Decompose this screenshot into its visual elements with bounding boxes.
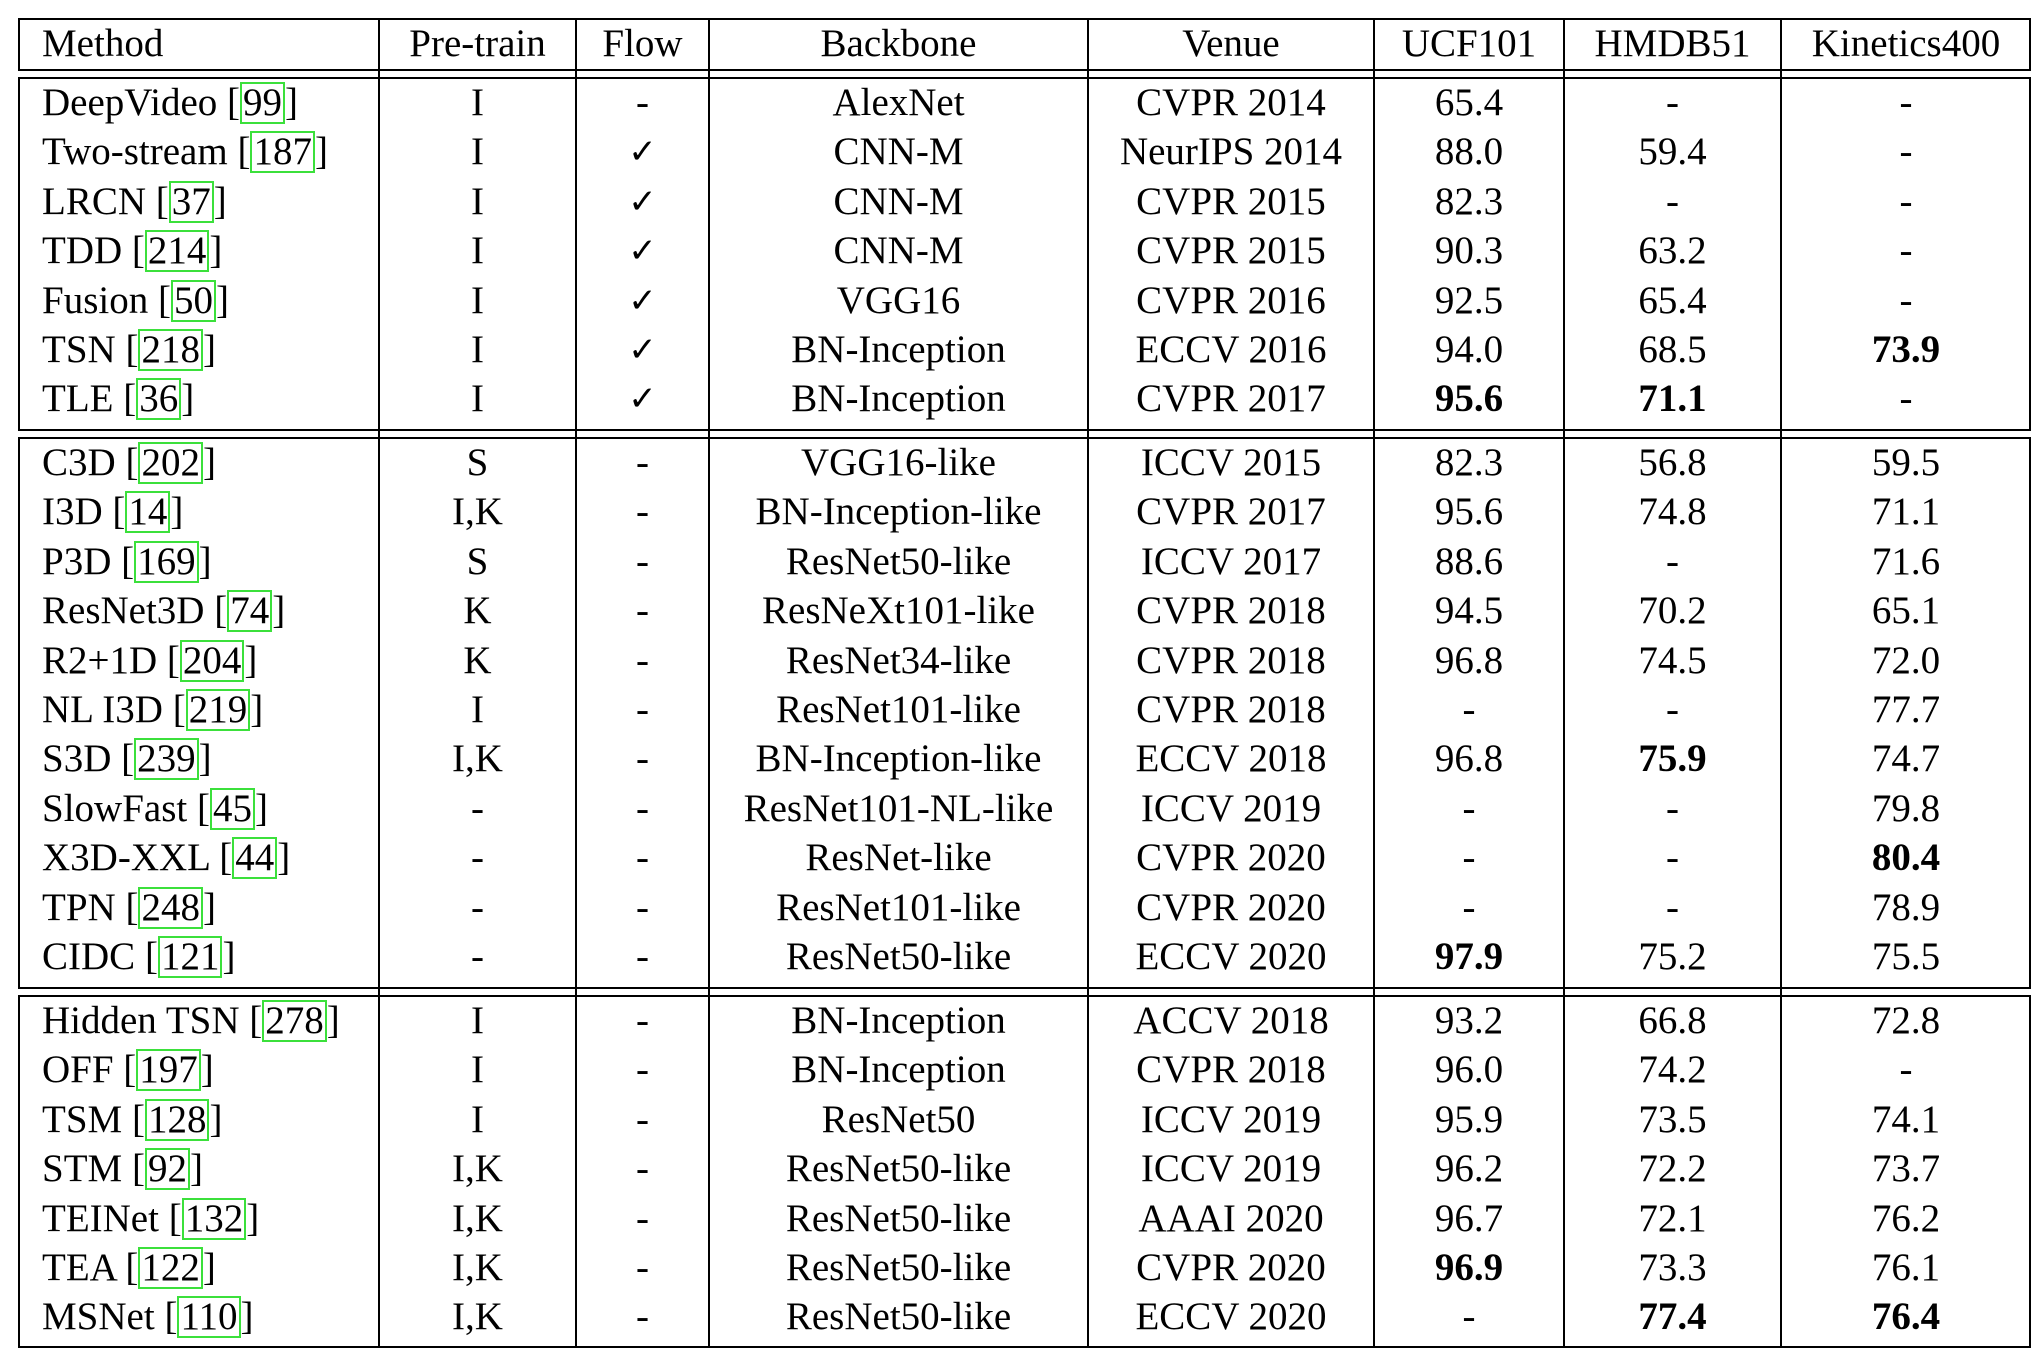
- kinetics400-cell: 76.2: [1871, 1196, 1941, 1240]
- header-flow: Flow: [602, 22, 683, 65]
- backbone-cell: ResNet50-like: [785, 1196, 1012, 1240]
- header-backbone: Backbone: [820, 22, 977, 65]
- ucf101-cell: 92.5: [1434, 278, 1504, 322]
- table-row: [18, 276, 2031, 326]
- kinetics400-cell: 73.7: [1871, 1147, 1941, 1191]
- kinetics400-cell: -: [1899, 81, 1913, 124]
- kinetics400-cell: -: [1899, 278, 1913, 322]
- backbone-cell: VGG16-like: [801, 441, 996, 484]
- citation-link[interactable]: 214: [145, 230, 210, 272]
- hmdb51-cell: 72.1: [1638, 1196, 1707, 1240]
- method-name: P3D: [42, 539, 112, 583]
- flow-cell: -: [636, 589, 649, 633]
- citation-link[interactable]: 110: [177, 1296, 240, 1338]
- citation-link[interactable]: 122: [138, 1247, 203, 1289]
- method-cell: ResNet3D [74]: [42, 589, 286, 633]
- hmdb51-cell: -: [1666, 688, 1679, 731]
- kinetics400-cell: 80.4: [1871, 836, 1941, 880]
- pretrain-cell: I: [471, 328, 484, 371]
- pretrain-cell: I: [471, 81, 484, 124]
- ucf101-cell: 82.3: [1434, 179, 1504, 223]
- citation-link[interactable]: 44: [232, 837, 277, 879]
- pretrain-cell: I: [471, 1048, 484, 1092]
- backbone-cell: ResNet50-like: [785, 539, 1012, 583]
- ucf101-cell: 95.6: [1434, 377, 1504, 421]
- citation-link[interactable]: 204: [180, 640, 245, 682]
- method-cell: TSN [218]: [42, 328, 216, 371]
- backbone-cell: VGG16: [836, 278, 961, 322]
- method-cell: OFF [197]: [42, 1048, 214, 1092]
- table-row: [18, 1144, 2031, 1194]
- venue-cell: CVPR 2017: [1136, 377, 1326, 421]
- venue-cell: ICCV 2019: [1140, 1097, 1322, 1141]
- ucf101-cell: 96.9: [1434, 1246, 1504, 1289]
- ucf101-cell: 95.9: [1434, 1097, 1504, 1141]
- flow-cell: -: [636, 836, 649, 880]
- backbone-cell: ResNet101-like: [776, 885, 1021, 929]
- pretrain-cell: S: [466, 539, 489, 583]
- hmdb51-cell: 73.5: [1638, 1097, 1707, 1141]
- flow-cell: -: [636, 539, 649, 583]
- hmdb51-cell: 59.4: [1638, 130, 1707, 174]
- hmdb51-cell: 75.9: [1638, 737, 1707, 781]
- backbone-cell: ResNet50-like: [785, 1246, 1012, 1289]
- citation-link[interactable]: 36: [136, 378, 181, 420]
- ucf101-cell: 96.0: [1434, 1048, 1504, 1092]
- method-cell: Hidden TSN [278]: [42, 999, 340, 1042]
- method-cell: NL I3D [219]: [42, 688, 264, 731]
- ucf101-cell: -: [1462, 836, 1476, 880]
- method-cell: TDD [214]: [42, 229, 223, 273]
- ucf101-cell: 93.2: [1434, 999, 1504, 1042]
- table-row: [18, 1243, 2031, 1293]
- hmdb51-cell: 65.4: [1638, 278, 1707, 322]
- venue-cell: ECCV 2016: [1135, 328, 1327, 371]
- ucf101-cell: 88.0: [1434, 130, 1504, 174]
- table-row: [18, 833, 2031, 883]
- hmdb51-cell: -: [1666, 179, 1679, 223]
- backbone-cell: BN-Inception-like: [755, 737, 1042, 781]
- method-cell: MSNet [110]: [42, 1295, 254, 1339]
- hmdb51-cell: 74.5: [1638, 638, 1707, 682]
- flow-cell: -: [636, 638, 649, 682]
- table-row: [18, 636, 2031, 686]
- method-name: R2+1D: [42, 638, 158, 682]
- method-name: X3D-XXL: [42, 836, 210, 880]
- kinetics400-cell: -: [1899, 179, 1913, 223]
- citation-link[interactable]: 239: [134, 738, 199, 780]
- flow-cell: -: [636, 1295, 649, 1339]
- pretrain-cell: -: [471, 935, 484, 978]
- kinetics400-cell: 59.5: [1871, 441, 1941, 484]
- hmdb51-cell: 75.2: [1638, 935, 1707, 978]
- venue-cell: CVPR 2018: [1136, 1048, 1326, 1092]
- venue-cell: ECCV 2018: [1135, 737, 1327, 781]
- citation-link[interactable]: 187: [250, 131, 315, 173]
- venue-cell: CVPR 2018: [1136, 589, 1326, 633]
- method-cell: S3D [239]: [42, 737, 212, 781]
- venue-cell: AAAI 2020: [1138, 1196, 1324, 1240]
- hmdb51-cell: 70.2: [1638, 589, 1707, 633]
- table-row: [18, 1095, 2031, 1145]
- header-ucf101: UCF101: [1401, 22, 1537, 65]
- pretrain-cell: I,K: [452, 1246, 503, 1289]
- table-row: [18, 784, 2031, 834]
- table-row: [18, 487, 2031, 537]
- kinetics400-cell: 76.4: [1871, 1295, 1941, 1339]
- flow-cell: -: [636, 490, 649, 534]
- header-method: Method: [42, 22, 164, 65]
- ucf101-cell: 94.0: [1434, 328, 1504, 371]
- table-row: [18, 537, 2031, 587]
- method-cell: C3D [202]: [42, 441, 216, 484]
- hmdb51-cell: -: [1666, 836, 1679, 880]
- table-row: [18, 996, 2031, 1046]
- method-name: Fusion: [42, 278, 149, 322]
- ucf101-cell: 94.5: [1434, 589, 1504, 633]
- venue-cell: ECCV 2020: [1135, 935, 1327, 978]
- flow-cell: -: [636, 441, 649, 484]
- pretrain-cell: I,K: [452, 737, 503, 781]
- flow-cell: ✓: [628, 181, 657, 222]
- method-name: TLE: [42, 377, 114, 421]
- pretrain-cell: -: [471, 836, 484, 880]
- pretrain-cell: I,K: [452, 1147, 503, 1191]
- citation-link[interactable]: 219: [186, 689, 251, 731]
- citation-link[interactable]: 99: [240, 82, 285, 124]
- pretrain-cell: K: [463, 589, 492, 633]
- kinetics400-cell: 72.8: [1871, 999, 1941, 1042]
- method-name: Two-stream: [42, 130, 228, 174]
- backbone-cell: BN-Inception: [791, 1048, 1006, 1092]
- pretrain-cell: I,K: [452, 490, 503, 534]
- table-row: [18, 438, 2031, 488]
- flow-cell: -: [636, 1048, 649, 1092]
- header-hmdb51: HMDB51: [1594, 22, 1751, 65]
- table-row: [18, 883, 2031, 933]
- hmdb51-cell: 66.8: [1638, 999, 1707, 1042]
- backbone-cell: BN-Inception: [791, 377, 1006, 421]
- header-pretrain: Pre-train: [409, 22, 546, 65]
- method-cell: TLE [36]: [42, 377, 195, 421]
- method-name: TEINet: [42, 1196, 159, 1240]
- ucf101-cell: 96.8: [1434, 737, 1504, 781]
- venue-cell: CVPR 2015: [1136, 229, 1326, 273]
- backbone-cell: AlexNet: [832, 81, 965, 124]
- ucf101-cell: 90.3: [1434, 229, 1504, 273]
- flow-cell: -: [636, 1147, 649, 1191]
- method-name: LRCN: [42, 179, 147, 223]
- backbone-cell: BN-Inception: [791, 328, 1006, 371]
- backbone-cell: BN-Inception-like: [755, 490, 1042, 534]
- table-row: [18, 374, 2031, 424]
- backbone-cell: ResNet-like: [805, 836, 992, 880]
- pretrain-cell: K: [463, 638, 492, 682]
- citation-link[interactable]: 74: [227, 590, 272, 632]
- flow-cell: ✓: [628, 231, 657, 272]
- method-cell: R2+1D [204]: [42, 638, 258, 682]
- table-row: [18, 685, 2031, 735]
- flow-cell: ✓: [628, 132, 657, 173]
- venue-cell: CVPR 2018: [1136, 688, 1326, 731]
- kinetics400-cell: -: [1899, 229, 1913, 273]
- venue-cell: ICCV 2019: [1140, 1147, 1322, 1191]
- table-row: [18, 1194, 2031, 1244]
- ucf101-cell: 96.2: [1434, 1147, 1504, 1191]
- backbone-cell: ResNet101-like: [776, 688, 1021, 731]
- hmdb51-cell: -: [1666, 539, 1679, 583]
- method-cell: X3D-XXL [44]: [42, 836, 291, 880]
- flow-cell: -: [636, 1097, 649, 1141]
- hmdb51-cell: -: [1666, 885, 1679, 929]
- method-name: TPN: [42, 885, 116, 929]
- kinetics400-cell: 74.7: [1871, 737, 1941, 781]
- method-name: SlowFast: [42, 786, 188, 830]
- venue-cell: CVPR 2016: [1136, 278, 1326, 322]
- backbone-cell: ResNet50-like: [785, 1295, 1012, 1339]
- flow-cell: ✓: [628, 330, 657, 370]
- method-name: S3D: [42, 737, 112, 781]
- method-cell: TSM [128]: [42, 1097, 223, 1141]
- method-name: MSNet: [42, 1295, 155, 1339]
- table-row: [18, 1292, 2031, 1342]
- method-name: CIDC: [42, 935, 136, 978]
- flow-cell: -: [636, 1246, 649, 1289]
- pretrain-cell: I: [471, 1097, 484, 1141]
- backbone-cell: ResNet50-like: [785, 935, 1012, 978]
- method-cell: DeepVideo [99]: [42, 81, 299, 124]
- kinetics400-cell: 78.9: [1871, 885, 1941, 929]
- method-cell: SlowFast [45]: [42, 786, 268, 830]
- ucf101-cell: 97.9: [1434, 935, 1504, 978]
- table-row: [18, 78, 2031, 128]
- venue-cell: CVPR 2017: [1136, 490, 1326, 534]
- kinetics400-cell: 77.7: [1871, 688, 1941, 731]
- table-row: [18, 586, 2031, 636]
- header-kinetics400: Kinetics400: [1811, 22, 2001, 65]
- backbone-cell: CNN-M: [833, 179, 964, 223]
- venue-cell: CVPR 2014: [1136, 81, 1326, 124]
- backbone-cell: CNN-M: [833, 229, 964, 273]
- ucf101-cell: 96.7: [1434, 1196, 1504, 1240]
- kinetics400-cell: 72.0: [1871, 638, 1941, 682]
- method-name: C3D: [42, 441, 116, 484]
- citation-link[interactable]: 278: [262, 1000, 327, 1042]
- method-name: TEA: [42, 1246, 116, 1289]
- backbone-cell: ResNet101-NL-like: [743, 786, 1054, 830]
- pretrain-cell: I: [471, 688, 484, 731]
- method-cell: CIDC [121]: [42, 935, 236, 978]
- flow-cell: -: [636, 786, 649, 830]
- backbone-cell: ResNeXt101-like: [762, 589, 1035, 633]
- flow-cell: -: [636, 885, 649, 929]
- citation-link[interactable]: 202: [138, 442, 203, 484]
- hmdb51-cell: 68.5: [1638, 328, 1707, 371]
- hmdb51-cell: 74.2: [1638, 1048, 1707, 1092]
- citation-link[interactable]: 169: [134, 541, 199, 583]
- backbone-cell: CNN-M: [833, 130, 964, 174]
- venue-cell: ICCV 2019: [1140, 786, 1322, 830]
- table-row: [18, 177, 2031, 227]
- kinetics400-cell: 75.5: [1871, 935, 1941, 978]
- method-name: ResNet3D: [42, 589, 205, 633]
- pretrain-cell: I: [471, 179, 484, 223]
- pretrain-cell: I: [471, 130, 484, 174]
- citation-link[interactable]: 14: [125, 491, 170, 533]
- venue-cell: ACCV 2018: [1133, 999, 1329, 1042]
- hmdb51-cell: 56.8: [1638, 441, 1707, 484]
- method-name: STM: [42, 1147, 123, 1191]
- ucf101-cell: 65.4: [1434, 81, 1504, 124]
- flow-cell: ✓: [628, 280, 657, 321]
- method-name: TDD: [42, 229, 123, 273]
- kinetics400-cell: -: [1899, 130, 1913, 174]
- ucf101-cell: 88.6: [1434, 539, 1504, 583]
- flow-cell: -: [636, 81, 649, 124]
- pretrain-cell: S: [466, 441, 489, 484]
- citation-link[interactable]: 92: [145, 1148, 190, 1190]
- venue-cell: CVPR 2020: [1136, 885, 1326, 929]
- flow-cell: -: [636, 737, 649, 781]
- ucf101-cell: -: [1462, 786, 1476, 830]
- citation-link[interactable]: 132: [182, 1198, 247, 1240]
- hmdb51-cell: 77.4: [1638, 1295, 1707, 1339]
- citation-link[interactable]: 50: [171, 280, 216, 322]
- method-cell: TEINet [132]: [42, 1196, 260, 1240]
- flow-cell: -: [636, 1196, 649, 1240]
- method-name: Hidden TSN: [42, 999, 240, 1042]
- kinetics400-cell: 71.1: [1871, 490, 1941, 534]
- kinetics400-cell: 65.1: [1871, 589, 1941, 633]
- kinetics400-cell: 74.1: [1871, 1097, 1941, 1141]
- ucf101-cell: -: [1462, 688, 1476, 731]
- ucf101-cell: 95.6: [1434, 490, 1504, 534]
- pretrain-cell: I,K: [452, 1295, 503, 1339]
- citation-link[interactable]: 248: [138, 887, 203, 929]
- method-name: NL I3D: [42, 688, 163, 731]
- ucf101-cell: 82.3: [1434, 441, 1504, 484]
- method-cell: STM [92]: [42, 1147, 203, 1191]
- method-cell: TEA [122]: [42, 1246, 216, 1289]
- hmdb51-cell: 72.2: [1638, 1147, 1707, 1191]
- method-name: OFF: [42, 1048, 114, 1092]
- pretrain-cell: I: [471, 278, 484, 322]
- header-venue: Venue: [1182, 22, 1280, 65]
- table-header-row: [18, 19, 2031, 69]
- venue-cell: CVPR 2020: [1136, 836, 1326, 880]
- venue-cell: ECCV 2020: [1135, 1295, 1327, 1339]
- ucf101-cell: -: [1462, 1295, 1476, 1339]
- method-name: TSN: [42, 328, 116, 371]
- pretrain-cell: -: [471, 885, 484, 929]
- citation-link[interactable]: 128: [145, 1099, 210, 1141]
- method-name: TSM: [42, 1097, 123, 1141]
- citation-link[interactable]: 121: [158, 936, 223, 978]
- table-row: [18, 734, 2031, 784]
- hmdb51-cell: -: [1666, 81, 1679, 124]
- kinetics400-cell: 79.8: [1871, 786, 1941, 830]
- venue-cell: ICCV 2015: [1140, 441, 1322, 484]
- method-name: DeepVideo: [42, 81, 218, 124]
- pretrain-cell: I,K: [452, 1196, 503, 1240]
- backbone-cell: ResNet50: [821, 1097, 976, 1141]
- citation-link[interactable]: 197: [136, 1049, 201, 1091]
- backbone-cell: BN-Inception: [791, 999, 1006, 1042]
- method-cell: Fusion [50]: [42, 278, 229, 322]
- ucf101-cell: -: [1462, 885, 1476, 929]
- method-cell: LRCN [37]: [42, 179, 227, 223]
- citation-link[interactable]: 218: [138, 329, 203, 371]
- citation-link[interactable]: 45: [210, 788, 255, 830]
- table-row: [18, 1045, 2031, 1095]
- ucf101-cell: 96.8: [1434, 638, 1504, 682]
- hmdb51-cell: 74.8: [1638, 490, 1707, 534]
- pretrain-cell: I: [471, 229, 484, 273]
- venue-cell: NeurIPS 2014: [1119, 130, 1343, 174]
- hmdb51-cell: 63.2: [1638, 229, 1707, 273]
- method-cell: I3D [14]: [42, 490, 184, 534]
- method-cell: P3D [169]: [42, 539, 212, 583]
- table-row: [18, 226, 2031, 276]
- kinetics400-cell: 71.6: [1871, 539, 1941, 583]
- table-row: [18, 932, 2031, 982]
- hmdb51-cell: -: [1666, 786, 1679, 830]
- kinetics400-cell: -: [1899, 377, 1913, 421]
- flow-cell: -: [636, 935, 649, 978]
- venue-cell: CVPR 2015: [1136, 179, 1326, 223]
- kinetics400-cell: -: [1899, 1048, 1913, 1092]
- hmdb51-cell: 71.1: [1638, 377, 1707, 421]
- venue-cell: CVPR 2018: [1136, 638, 1326, 682]
- method-cell: Two-stream [187]: [42, 130, 328, 174]
- table-row: [18, 127, 2031, 177]
- flow-cell: -: [636, 999, 649, 1042]
- venue-cell: ICCV 2017: [1140, 539, 1322, 583]
- pretrain-cell: I: [471, 377, 484, 421]
- citation-link[interactable]: 37: [169, 181, 214, 223]
- backbone-cell: ResNet34-like: [785, 638, 1012, 682]
- kinetics400-cell: 73.9: [1871, 328, 1941, 371]
- kinetics400-cell: 76.1: [1871, 1246, 1941, 1289]
- venue-cell: CVPR 2020: [1136, 1246, 1326, 1289]
- flow-cell: -: [636, 688, 649, 731]
- method-name: I3D: [42, 490, 103, 534]
- pretrain-cell: I: [471, 999, 484, 1042]
- method-cell: TPN [248]: [42, 885, 216, 929]
- hmdb51-cell: 73.3: [1638, 1246, 1707, 1289]
- backbone-cell: ResNet50-like: [785, 1147, 1012, 1191]
- flow-cell: ✓: [628, 379, 657, 420]
- table-row: [18, 325, 2031, 375]
- pretrain-cell: -: [471, 786, 484, 830]
